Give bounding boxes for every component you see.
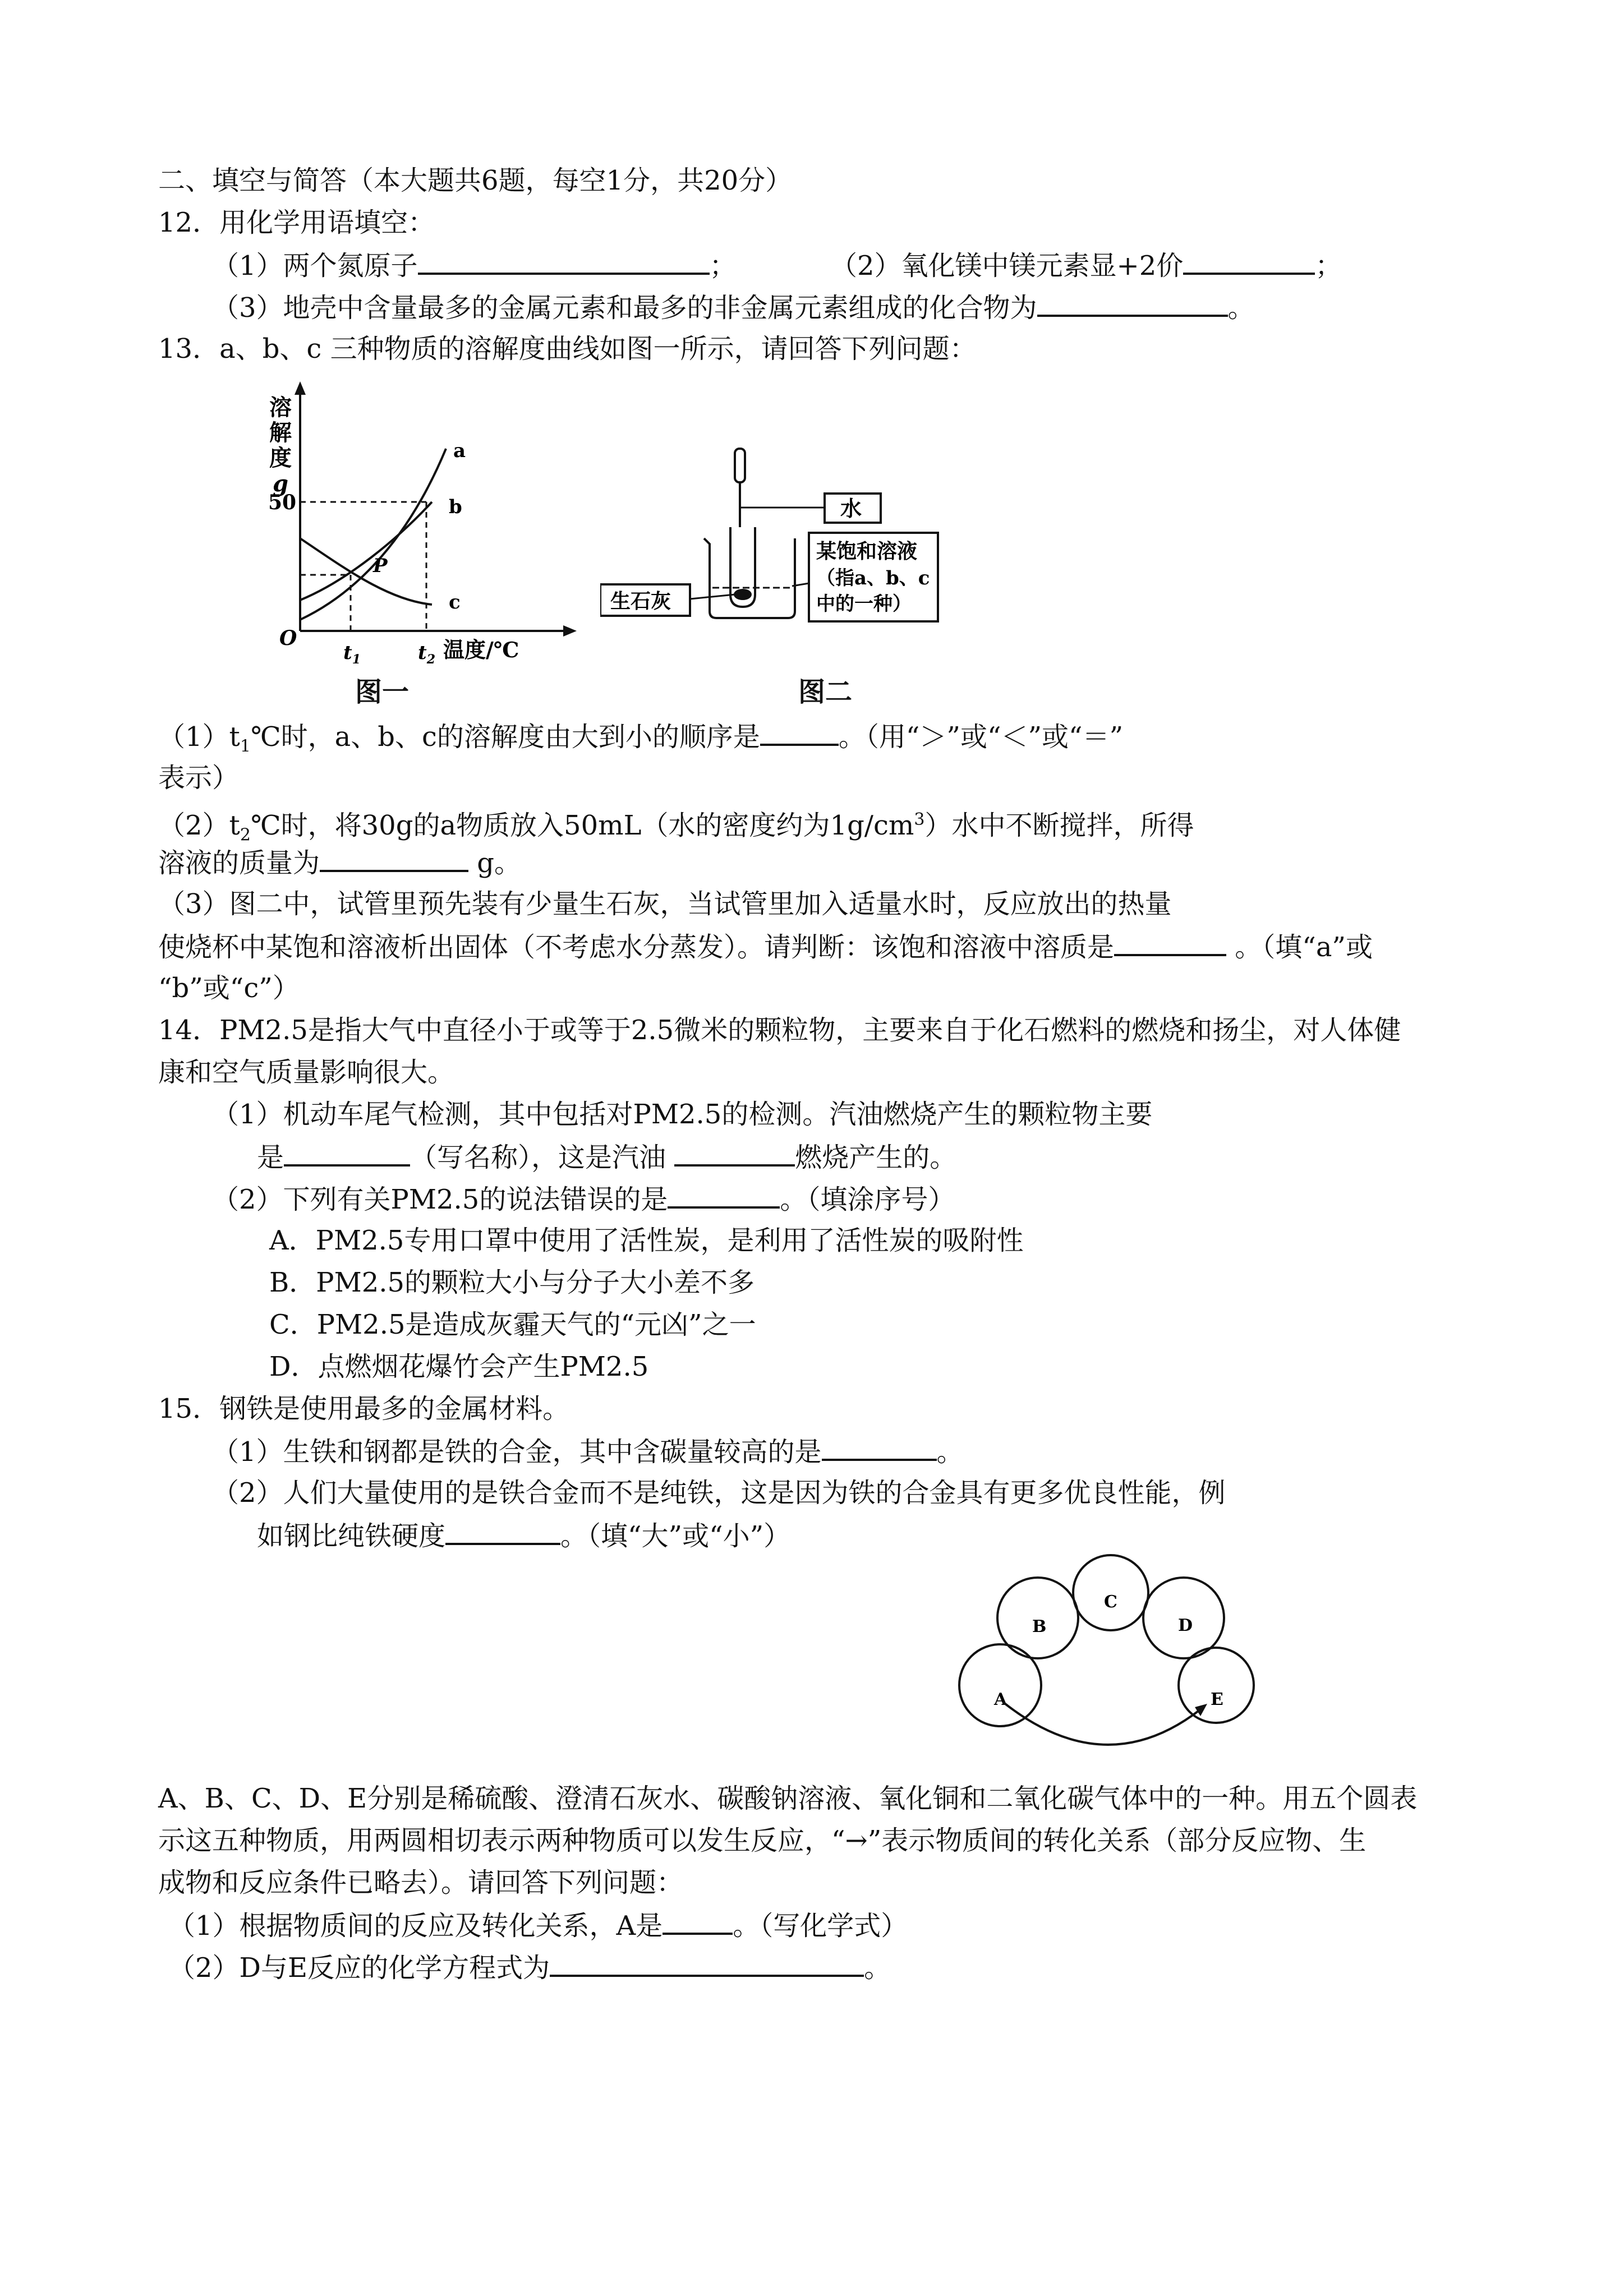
q15-part1	[212, 1433, 964, 1470]
section-header: 二、填空与简答（本大题共6题，每空1分，共20分）	[158, 165, 793, 196]
q14-part1-cont	[257, 1138, 956, 1175]
x-title: 温度/℃	[443, 637, 519, 662]
q13-part3-cont	[158, 928, 1373, 965]
q15-stem: 15．钢铁是使用最多的金属材料。	[158, 1393, 570, 1424]
q12-stem: 12．用化学用语填空：	[158, 207, 435, 238]
q13-part1-b: ℃时，a、b、c的溶解度由大到小的顺序是	[250, 721, 760, 753]
point-p-label: P	[373, 555, 388, 577]
q13-part1-sub: 1	[240, 736, 251, 757]
q12-part1-blank[interactable]	[418, 247, 710, 275]
q13-part2-sup: 3	[914, 810, 925, 829]
q13-part3-b: 使烧杯中某饱和溶液析出固体（不考虑水分蒸发）。请判断：该饱和溶液中溶质是	[158, 932, 1115, 963]
five-circles-figure	[954, 1553, 1268, 1767]
q14-part1-blank-1[interactable]	[284, 1138, 410, 1167]
beaker-apparatus-figure	[600, 443, 948, 628]
q13-part2-sub: 2	[240, 825, 251, 845]
q16-text-line-2: 示这五种物质，用两圆相切表示两种物质可以发生反应，“→”表示物质间的转化关系（部分反应物、生	[158, 1825, 1367, 1856]
q13-part1-a: （1）t	[158, 721, 240, 753]
q14-stem-line-1: 14．PM2.5是指大气中直径小于或等于2.5微米的颗粒物，主要来自于化石燃料的燃烧和扬尘，对人体健	[158, 1015, 1401, 1046]
q12-part3-blank[interactable]	[1037, 289, 1228, 317]
q12-part3-end: 。	[1227, 292, 1255, 324]
circle-a-label: A	[994, 1690, 1007, 1709]
y-unit: g	[273, 471, 288, 497]
q16-part2-blank[interactable]	[550, 1949, 864, 1977]
q14-option-b: B．PM2.5的颗粒大小与分子大小差不多	[269, 1267, 755, 1298]
q16-part2-b: 。	[864, 1952, 891, 1984]
q16-part1-blank[interactable]	[663, 1907, 733, 1935]
t1-subscript: 1	[352, 652, 361, 667]
curve-c-label: c	[449, 591, 461, 614]
q14-part2	[212, 1181, 955, 1218]
quicklime-solid	[734, 589, 752, 600]
t1-label	[343, 642, 361, 667]
q15-part1-blank[interactable]	[822, 1433, 937, 1461]
q13-part1-cont: 表示）	[158, 762, 240, 794]
q13-part3: （3）图二中，试管里预先装有少量生石灰，当试管里加入适量水时，反应放出的热量	[158, 888, 1172, 920]
t2-subscript: 2	[426, 652, 436, 667]
q14-part2-blank[interactable]	[668, 1181, 780, 1209]
q15-part2-cont	[257, 1517, 790, 1554]
y-tick-50: 50	[268, 491, 297, 514]
q12-part1-text: （1）两个氮原子	[212, 250, 418, 282]
q13-part2-d: 溶液的质量为	[158, 847, 320, 879]
q12-part1-end: ；	[709, 250, 737, 282]
q14-option-c: C．PM2.5是造成灰霾天气的“元凶”之一	[269, 1309, 756, 1340]
t2-label	[418, 642, 435, 667]
solution-label-line-2: （指a、b、c	[816, 567, 930, 589]
q16-part1-a: （1）根据物质间的反应及转化关系，A是	[168, 1910, 663, 1942]
figure2-caption: 图二	[798, 676, 853, 708]
q12-part2-end: ；	[1315, 250, 1342, 282]
q13-part3-end: “b”或“c”）	[158, 972, 300, 1004]
circle-c-label: C	[1104, 1592, 1117, 1612]
q16-part2-a: （2）D与E反应的化学方程式为	[168, 1952, 550, 1984]
circle-e	[1179, 1648, 1254, 1723]
q15-part1-a: （1）生铁和钢都是铁的合金，其中含碳量较高的是	[212, 1436, 822, 1468]
t2-letter: t	[418, 642, 427, 664]
curve-a-label: a	[453, 440, 466, 462]
q16-part1	[168, 1907, 908, 1944]
q13-part2-e: g。	[468, 847, 522, 879]
q13-part1	[158, 718, 1123, 765]
figure1-caption: 图一	[355, 676, 410, 708]
circle-e-label: E	[1211, 1690, 1223, 1709]
q13-part2-cont	[158, 844, 521, 881]
circle-d-label: D	[1178, 1616, 1193, 1635]
q16-text-line-3: 成物和反应条件已略去）。请回答下列问题：	[158, 1867, 684, 1898]
q15-part2: （2）人们大量使用的是铁合金而不是纯铁，这是因为铁的合金具有更多优良性能，例	[212, 1477, 1226, 1509]
origin-label: O	[279, 626, 297, 650]
y-axis-arrow	[295, 381, 306, 395]
solution-label-line-1: 某饱和溶液	[816, 540, 918, 563]
q12-part2	[830, 247, 1342, 284]
q14-option-d: D．点燃烟花爆竹会产生PM2.5	[269, 1351, 649, 1382]
q12-part3-text: （3）地壳中含量最多的金属元素和最多的非金属元素组成的化合物为	[212, 292, 1037, 324]
lime-label: 生石灰	[610, 589, 671, 613]
q13-part2-b: ℃时，将30g的a物质放入50mL（水的密度约为1g/cm	[250, 810, 914, 841]
q13-part1-blank[interactable]	[760, 718, 839, 746]
curve-a	[300, 449, 446, 620]
t1-letter: t	[343, 642, 352, 664]
q16-text-line-1: A、B、C、D、E分别是稀硫酸、澄清石灰水、碳酸钠溶液、氧化铜和二氧化碳气体中的一种。用五个圆表	[158, 1783, 1418, 1814]
y-title-char-3: 度	[269, 445, 292, 471]
conversion-arrowhead	[1195, 1704, 1207, 1716]
q14-option-a: A．PM2.5专用口罩中使用了活性炭，是利用了活性炭的吸附性	[269, 1225, 1024, 1256]
q13-part3-c: 。（填“a”或	[1226, 932, 1373, 963]
circle-b-label: B	[1032, 1617, 1047, 1636]
q15-part2-c: 。（填“大”或“小”）	[560, 1520, 791, 1552]
q13-part2-blank[interactable]	[320, 844, 468, 872]
solution-label-line-3: 中的一种）	[816, 593, 912, 615]
q12-part2-blank[interactable]	[1183, 247, 1315, 275]
q12-part3	[212, 289, 1255, 326]
q14-part1-b: 是	[257, 1142, 284, 1173]
q14-part1-c: （写名称），这是汽油	[410, 1142, 675, 1173]
q13-part2-c: ）水中不断搅拌，所得	[924, 810, 1194, 841]
q12-part1	[212, 247, 737, 284]
q15-part2-b: 如钢比纯铁硬度	[257, 1520, 446, 1552]
q13-part2-a: （2）t	[158, 810, 240, 841]
y-title-char-1: 溶	[269, 394, 292, 421]
q14-part1: （1）机动车尾气检测，其中包括对PM2.5的检测。汽油燃烧产生的颗粒物主要	[212, 1099, 1153, 1130]
q13-stem: 13．a、b、c 三种物质的溶解度曲线如图一所示，请回答下列问题：	[158, 333, 977, 365]
q14-part2-a: （2）下列有关PM2.5的说法错误的是	[212, 1184, 668, 1215]
q13-part1-c: 。（用“＞”或“＜”或“＝”	[838, 721, 1124, 753]
q16-part1-b: 。（写化学式）	[733, 1910, 908, 1942]
q14-part1-blank-2[interactable]	[674, 1138, 795, 1167]
lime-pointer	[690, 594, 735, 599]
y-title-char-2: 解	[269, 419, 292, 446]
q14-stem-line-2: 康和空气质量影响很大。	[158, 1057, 455, 1088]
water-label: 水	[840, 496, 862, 521]
q13-part3-blank[interactable]	[1114, 928, 1226, 956]
q14-part1-d: 燃烧产生的。	[795, 1142, 957, 1173]
q12-part2-text: （2）氧化镁中镁元素显+2价	[830, 250, 1184, 282]
q16-part2	[168, 1949, 891, 1986]
q14-part2-b: 。（填涂序号）	[780, 1184, 955, 1215]
q15-part2-blank[interactable]	[445, 1517, 560, 1545]
dropper-bulb	[735, 449, 745, 482]
x-axis-arrow	[563, 625, 577, 637]
q15-part1-b: 。	[936, 1436, 964, 1468]
solubility-curve-figure	[264, 381, 578, 673]
curve-b-label: b	[449, 496, 462, 518]
